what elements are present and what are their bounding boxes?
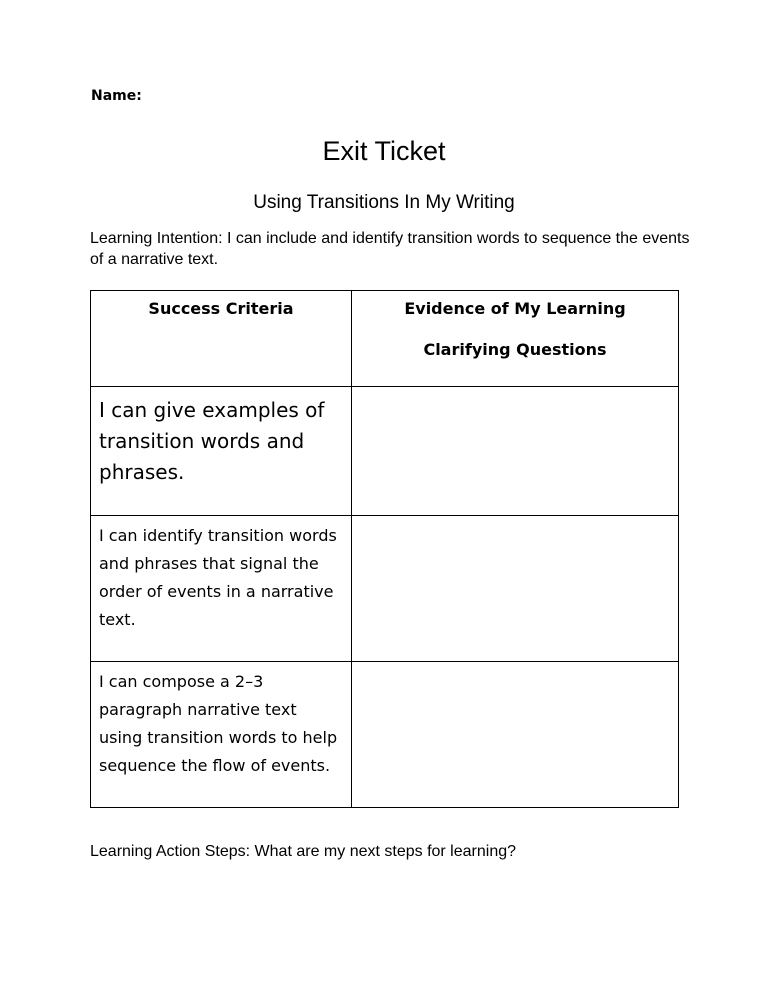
table-header-row — [91, 291, 679, 387]
evidence-cell[interactable] — [352, 516, 679, 662]
page-title: Exit Ticket — [322, 136, 446, 166]
success-criteria-table — [90, 290, 679, 808]
criteria-cell: I can give examples of transition words and phrases. — [91, 387, 352, 516]
table-row — [91, 662, 679, 808]
evidence-cell[interactable] — [352, 662, 679, 808]
table-row — [91, 387, 679, 516]
header-questions-label: Clarifying Questions — [423, 340, 607, 359]
subtitle: Using Transitions In My Writing — [253, 192, 515, 213]
criteria-cell: I can compose a 2–3 paragraph narrative text using transition words to help sequence the flow of events. — [91, 662, 352, 808]
header-evidence — [352, 291, 679, 387]
action-steps: Learning Action Steps: What are my next steps for learning? — [90, 843, 517, 860]
table-row — [91, 516, 679, 662]
learning-intention: Learning Intention: I can include and identify transition words to sequence the events of a narrative text. — [90, 230, 690, 268]
header-evidence-label: Evidence of My Learning — [404, 299, 626, 318]
header-success-criteria: Success Criteria — [91, 291, 352, 387]
name-label: Name: — [91, 88, 142, 104]
evidence-cell[interactable] — [352, 387, 679, 516]
criteria-cell: I can identify transition words and phrases that signal the order of events in a narrative text. — [91, 516, 352, 662]
